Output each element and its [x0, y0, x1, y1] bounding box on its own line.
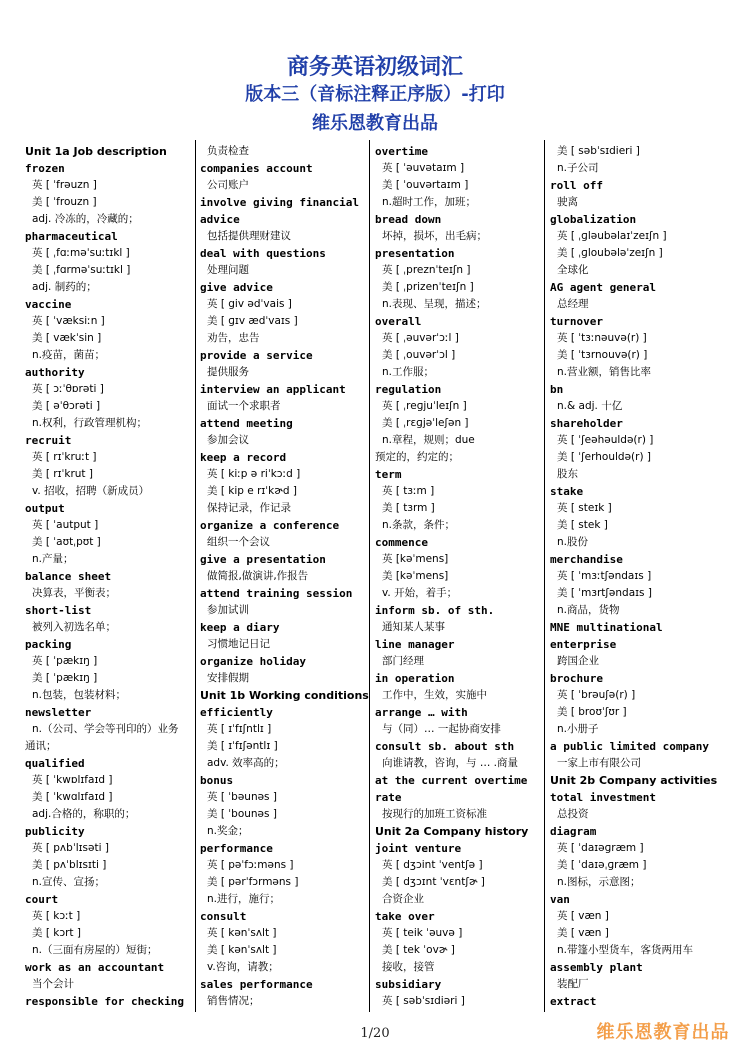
definition-line: n.工作服；: [382, 366, 434, 378]
definition-line: 参加试训: [207, 604, 249, 616]
definition-line: n.小册子: [557, 723, 599, 735]
definition-line: n.营业额，销售比率: [557, 366, 651, 378]
definition-line: n.& adj. 十亿: [557, 400, 623, 412]
vocab-term: recruit: [25, 434, 72, 447]
definition-line: 英 [ ˈdaɪəɡræm ]: [557, 842, 644, 854]
definition-line: 全球化: [557, 264, 589, 276]
definition-line: 英 [ pʌbˈlɪsəti ]: [32, 842, 109, 854]
definition-line: n.表现、呈现，描述；: [382, 298, 487, 310]
definition-line: adv. 效率高的；: [207, 757, 285, 769]
definition-line: 跨国企业: [557, 655, 599, 667]
column-2: [200, 143, 370, 1013]
document-publisher: 维乐恩教育出品: [312, 113, 438, 134]
column-3: [375, 143, 545, 1013]
definition-line: 一家上市有限公司: [557, 757, 641, 769]
definition-line: 英 [ ˈtɜːnəuvə(r) ]: [557, 332, 647, 344]
vocab-term: sales performance: [200, 978, 313, 991]
definition-line: n.（公司、学会等刊印的）业务: [32, 723, 179, 735]
column-divider: [195, 140, 196, 1012]
vocab-term: packing: [25, 638, 72, 651]
definition-line: 英 [ ˌəuvərˈɔːl ]: [382, 332, 459, 344]
definition-line: 决算表，平衡表；: [32, 587, 116, 599]
definition-line: n.进行，施行；: [207, 893, 280, 905]
definition-line: 英 [ ˈvæksiːn ]: [32, 315, 105, 327]
definition-line: n.宣传、宣扬；: [32, 876, 105, 888]
definition-line: 按现行的加班工资标准: [382, 808, 487, 820]
definition-line: 面试一个求职者: [207, 400, 281, 412]
vocab-term: extract: [550, 995, 597, 1008]
definition-line: 英 [ kiːp ə riˈkɔːd ]: [207, 468, 301, 480]
definition-line: 合资企业: [382, 893, 424, 905]
definition-line: n.图标，示意图；: [557, 876, 641, 888]
vocab-term: efficiently: [200, 706, 273, 719]
document-title: 商务英语初级词汇: [286, 55, 463, 80]
definition-line: 美 [ ˌrɛɡjəˈleʃən ]: [382, 417, 469, 429]
definition-line: 美 [ dʒɔɪnt ˈvɛntʃɚ ]: [382, 876, 485, 888]
definition-line: 习惯地记日记: [207, 638, 270, 650]
vocab-term: give a presentation: [200, 553, 326, 566]
vocab-term: bonus: [200, 774, 234, 787]
definition-line: 英 [ ˈbəunəs ]: [207, 791, 277, 803]
vocab-term: term: [375, 468, 402, 481]
definition-line: n.产量；: [32, 553, 74, 565]
definition-line: 被列入初选名单；: [32, 621, 116, 633]
vocab-term: roll off: [550, 179, 603, 192]
vocab-term: attend training session: [200, 587, 353, 600]
definition-line: 英 [ kənˈsʌlt ]: [207, 927, 277, 939]
unit-heading: Unit 1b Working conditions: [200, 689, 369, 702]
definition-line: 美 [ væn ]: [557, 927, 609, 939]
vocab-term: output: [25, 502, 65, 515]
definition-line: 公司账户: [207, 179, 249, 191]
definition-line: 安排假期: [207, 672, 249, 684]
definition-line: 劝告，忠告: [207, 332, 260, 344]
definition-line: 美 [ stek ]: [557, 519, 608, 531]
definition-line: 英 [ ˈkwɒlɪfaɪd ]: [32, 774, 113, 786]
definition-line: 美 [ vækˈsin ]: [32, 332, 102, 344]
definition-line: 英 [ ˌɡləubəlaɪˈzeɪʃn ]: [557, 230, 667, 242]
vocab-term: joint venture: [375, 842, 462, 855]
vocab-term: keep a record: [200, 451, 287, 464]
vocab-term: companies account: [200, 162, 313, 175]
definition-line: 英 [ steɪk ]: [557, 502, 612, 514]
definition-line: 总经理: [557, 298, 589, 310]
vocab-term: provide a service: [200, 349, 313, 362]
vocab-term: interview an applicant: [200, 383, 346, 396]
definition-line: n.超时工作，加班；: [382, 196, 476, 208]
vocab-term: organize a conference: [200, 519, 340, 532]
definition-line: 驶离: [557, 196, 578, 208]
vocab-term: at the current overtime: [375, 774, 528, 787]
vocab-term: merchandise: [550, 553, 623, 566]
definition-line: 美 [ pərˈfɔrməns ]: [207, 876, 299, 888]
definition-line: 美 [ ˈdaɪəˌɡræm ]: [557, 859, 647, 871]
column-4: [550, 143, 720, 1013]
definition-line: 英 [ væn ]: [557, 910, 609, 922]
definition-line: 英 [ səbˈsɪdiəri ]: [382, 995, 465, 1007]
definition-line: 英 [ ɔːˈθɒrəti ]: [32, 383, 104, 395]
vocab-term: MNE multinational: [550, 621, 663, 634]
definition-line: 美 [ əˈθɔrəti ]: [32, 400, 101, 412]
definition-line: 美 [ kip e rɪˈkɚd ]: [207, 485, 297, 497]
definition-line: 英 [ ˌfɑːməˈsuːtɪkl ]: [32, 247, 130, 259]
definition-line: 装配厂: [557, 978, 589, 990]
definition-line: adj.合格的，称职的；: [32, 808, 136, 820]
definition-line: 美 [ ˈmɜrtʃəndaɪs ]: [557, 587, 652, 599]
definition-line: 美 [ ˈfrouzn ]: [32, 196, 97, 208]
vocab-term: in operation: [375, 672, 455, 685]
vocab-term: publicity: [25, 825, 85, 838]
definition-line: 处理问题: [207, 264, 249, 276]
definition-line: n.权利，行政管理机构；: [32, 417, 147, 429]
definition-line: 英 [ ˌreɡjuˈleɪʃn ]: [382, 400, 467, 412]
definition-line: 坏掉，损坏，出毛病；: [382, 230, 487, 242]
definition-line: 提供服务: [207, 366, 249, 378]
definition-line: 组织一个会议: [207, 536, 270, 548]
definition-line: 美 [ ɡɪv ædˈvaɪs ]: [207, 315, 298, 327]
definition-line: v. 开始，着手；: [382, 587, 458, 599]
definition-line: 英 [ pəˈfɔːməns ]: [207, 859, 294, 871]
vocab-term: pharmaceutical: [25, 230, 118, 243]
definition-line: n.子公司: [557, 162, 599, 174]
vocab-term: balance sheet: [25, 570, 112, 583]
definition-line: 美 [ səbˈsɪdieri ]: [557, 145, 640, 157]
vocab-term: diagram: [550, 825, 597, 838]
definition-line: 包括提供理财建议: [207, 230, 291, 242]
vocab-term: regulation: [375, 383, 442, 396]
definition-line: 工作中，生效，实施中: [382, 689, 487, 701]
vocab-term: assembly plant: [550, 961, 643, 974]
vocab-term: turnover: [550, 315, 603, 328]
column-divider: [544, 140, 545, 1012]
definition-line: n.商品，货物: [557, 604, 620, 616]
column-1: [25, 143, 195, 1013]
definition-line: 英 [ ˈəuvətaɪm ]: [382, 162, 465, 174]
definition-line: 美 [ tek ˈovɚ ]: [382, 944, 455, 956]
vocab-term: give advice: [200, 281, 273, 294]
vocab-term: overall: [375, 315, 422, 328]
definition-line: n.包装，包装材料；: [32, 689, 126, 701]
vocab-term: presentation: [375, 247, 455, 260]
definition-line: 英 [ ˈʃeəhəuldə(r) ]: [557, 434, 654, 446]
definition-line: 接收，接管: [382, 961, 435, 973]
definition-line: 英 [ rɪˈkruːt ]: [32, 451, 97, 463]
definition-line: 英 [kəˈmens]: [382, 553, 449, 565]
definition-line: 美 [ ˈbounəs ]: [207, 808, 277, 820]
definition-line: 英 [ ˈpækɪŋ ]: [32, 655, 98, 667]
unit-heading: Unit 2a Company history: [375, 825, 529, 838]
definition-line: n.条款，条件；: [382, 519, 455, 531]
definition-line: 通知某人某事: [382, 621, 445, 633]
vocab-term: shareholder: [550, 417, 623, 430]
definition-line: 参加会议: [207, 434, 249, 446]
definition-line: 美 [ ɪˈfɪʃəntlɪ ]: [207, 740, 278, 752]
vocab-term: work as an accountant: [25, 961, 165, 974]
vocab-term: newsletter: [25, 706, 92, 719]
vocab-term: keep a diary: [200, 621, 280, 634]
vocab-term: van: [550, 893, 570, 906]
vocab-term: AG agent general: [550, 281, 656, 294]
definition-line: 美 [ rɪˈkrut ]: [32, 468, 93, 480]
unit-heading: Unit 2b Company activities: [550, 774, 718, 787]
vocab-term: short-list: [25, 604, 92, 617]
vocab-term: authority: [25, 366, 85, 379]
document-subtitle: 版本三（音标注释正序版）-打印: [245, 84, 505, 105]
vocab-term: court: [25, 893, 59, 906]
vocab-term: consult sb. about sth: [375, 740, 515, 753]
vocab-term: performance: [200, 842, 273, 855]
page-number: 1/20: [360, 1026, 390, 1041]
definition-line: 英 [ ˈbrəuʃə(r) ]: [557, 689, 636, 701]
definition-line: 通讯；: [25, 740, 57, 752]
vocab-term: line manager: [375, 638, 455, 651]
vocab-term: brochure: [550, 672, 603, 685]
definition-line: 总投资: [557, 808, 589, 820]
definition-line: 美 [ ˌɡloubələˈzeɪʃn ]: [557, 247, 663, 259]
definition-line: 美 [ pʌˈblɪsɪti ]: [32, 859, 107, 871]
vocab-term: frozen: [25, 162, 65, 175]
definition-line: 英 [ tɜːm ]: [382, 485, 435, 497]
definition-line: 美 [ ˈtɜrnouvə(r) ]: [557, 349, 648, 361]
definition-line: 预定的，约定的；: [375, 451, 459, 463]
definition-line: 当个会计: [32, 978, 74, 990]
definition-line: 美 [ kɔrt ]: [32, 927, 81, 939]
definition-line: 保持记录，作记录: [207, 502, 291, 514]
definition-line: 美 [ broʊˈʃʊr ]: [557, 706, 627, 718]
definition-line: 负责检查: [207, 145, 249, 157]
definition-line: 英 [ ˈfrəuzn ]: [32, 179, 97, 191]
vocab-term: bread down: [375, 213, 442, 226]
vocab-term: advice: [200, 213, 240, 226]
definition-line: 美 [ ˌfɑrməˈsuːtɪkl ]: [32, 264, 131, 276]
vocab-term: subsidiary: [375, 978, 442, 991]
definition-line: v.咨询，请教；: [207, 961, 279, 973]
vocab-term: a public limited company: [550, 740, 709, 753]
definition-line: 英 [ kɔːt ]: [32, 910, 81, 922]
vocab-term: inform sb. of sth.: [375, 604, 495, 617]
unit-heading: Unit 1a Job description: [25, 145, 167, 158]
definition-line: 英 [ ɪˈfɪʃntlɪ ]: [207, 723, 272, 735]
definition-line: 美 [ kənˈsʌlt ]: [207, 944, 277, 956]
vocab-term: organize holiday: [200, 655, 306, 668]
definition-line: adj. 冷冻的，冷藏的；: [32, 213, 139, 225]
definition-line: n.疫苗，菌苗；: [32, 349, 105, 361]
definition-line: 与（同）… 一起协商安排: [382, 723, 501, 735]
definition-line: n.带篷小型货车，客货两用车: [557, 944, 693, 956]
definition-line: v. 招收，招聘（新成员）: [32, 485, 150, 497]
vocab-term: total investment: [550, 791, 656, 804]
definition-line: 美 [ ˌprizenˈteɪʃn ]: [382, 281, 474, 293]
vocab-term: deal with questions: [200, 247, 326, 260]
vocab-term: vaccine: [25, 298, 72, 311]
column-divider: [369, 140, 370, 1012]
definition-line: 部门经理: [382, 655, 424, 667]
definition-line: adj. 制药的；: [32, 281, 97, 293]
vocab-term: globalization: [550, 213, 637, 226]
vocab-term: stake: [550, 485, 584, 498]
definition-line: 英 [ ˈmɜːtʃəndaɪs ]: [557, 570, 652, 582]
vocab-term: overtime: [375, 145, 428, 158]
definition-line: 英 [ dʒɔint ˈventʃə ]: [382, 859, 483, 871]
definition-line: 美 [ tɜrm ]: [382, 502, 435, 514]
vocab-term: involve giving financial: [200, 196, 359, 209]
vocab-term: rate: [375, 791, 402, 804]
definition-line: n.奖金；: [207, 825, 249, 837]
vocab-term: arrange … with: [375, 706, 468, 719]
definition-line: 英 [ ˈautput ]: [32, 519, 99, 531]
definition-line: 美 [kəˈmens]: [382, 570, 449, 582]
definition-line: 美 [ ˈouvərtaɪm ]: [382, 179, 469, 191]
definition-line: 美 [ ˈʃerhouldə(r) ]: [557, 451, 651, 463]
definition-line: n.（三面有房屋的）短街；: [32, 944, 158, 956]
definition-line: 美 [ ˈkwɑlɪfaɪd ]: [32, 791, 113, 803]
vocab-term: bn: [550, 383, 564, 396]
definition-line: 英 [ teik ˈəuvə ]: [382, 927, 463, 939]
definition-line: n.股份: [557, 536, 588, 548]
vocab-term: qualified: [25, 757, 85, 770]
vocab-term: commence: [375, 536, 428, 549]
definition-line: 美 [ ˌouvərˈɔl ]: [382, 349, 456, 361]
definition-line: 美 [ ˈpækɪŋ ]: [32, 672, 98, 684]
vocab-term: attend meeting: [200, 417, 293, 430]
definition-line: n.章程，规则；due: [382, 434, 475, 446]
vocab-term: consult: [200, 910, 247, 923]
watermark-logo: 维乐恩教育出品: [596, 1022, 730, 1043]
definition-line: 美 [ ˈaʊtˌpʊt ]: [32, 536, 101, 548]
definition-line: 股东: [557, 468, 578, 480]
definition-line: 向谁请教，咨询，与 … .商量: [382, 757, 519, 769]
definition-line: 英 [ ˌpreznˈteɪʃn ]: [382, 264, 471, 276]
definition-line: 英 [ giv ədˈvais ]: [207, 298, 292, 310]
vocab-term: take over: [375, 910, 435, 923]
vocab-term: enterprise: [550, 638, 617, 651]
definition-line: 销售情况；: [207, 995, 260, 1007]
vocab-term: responsible for checking: [25, 995, 184, 1008]
definition-line: 做简报,做演讲,作报告: [207, 570, 309, 582]
